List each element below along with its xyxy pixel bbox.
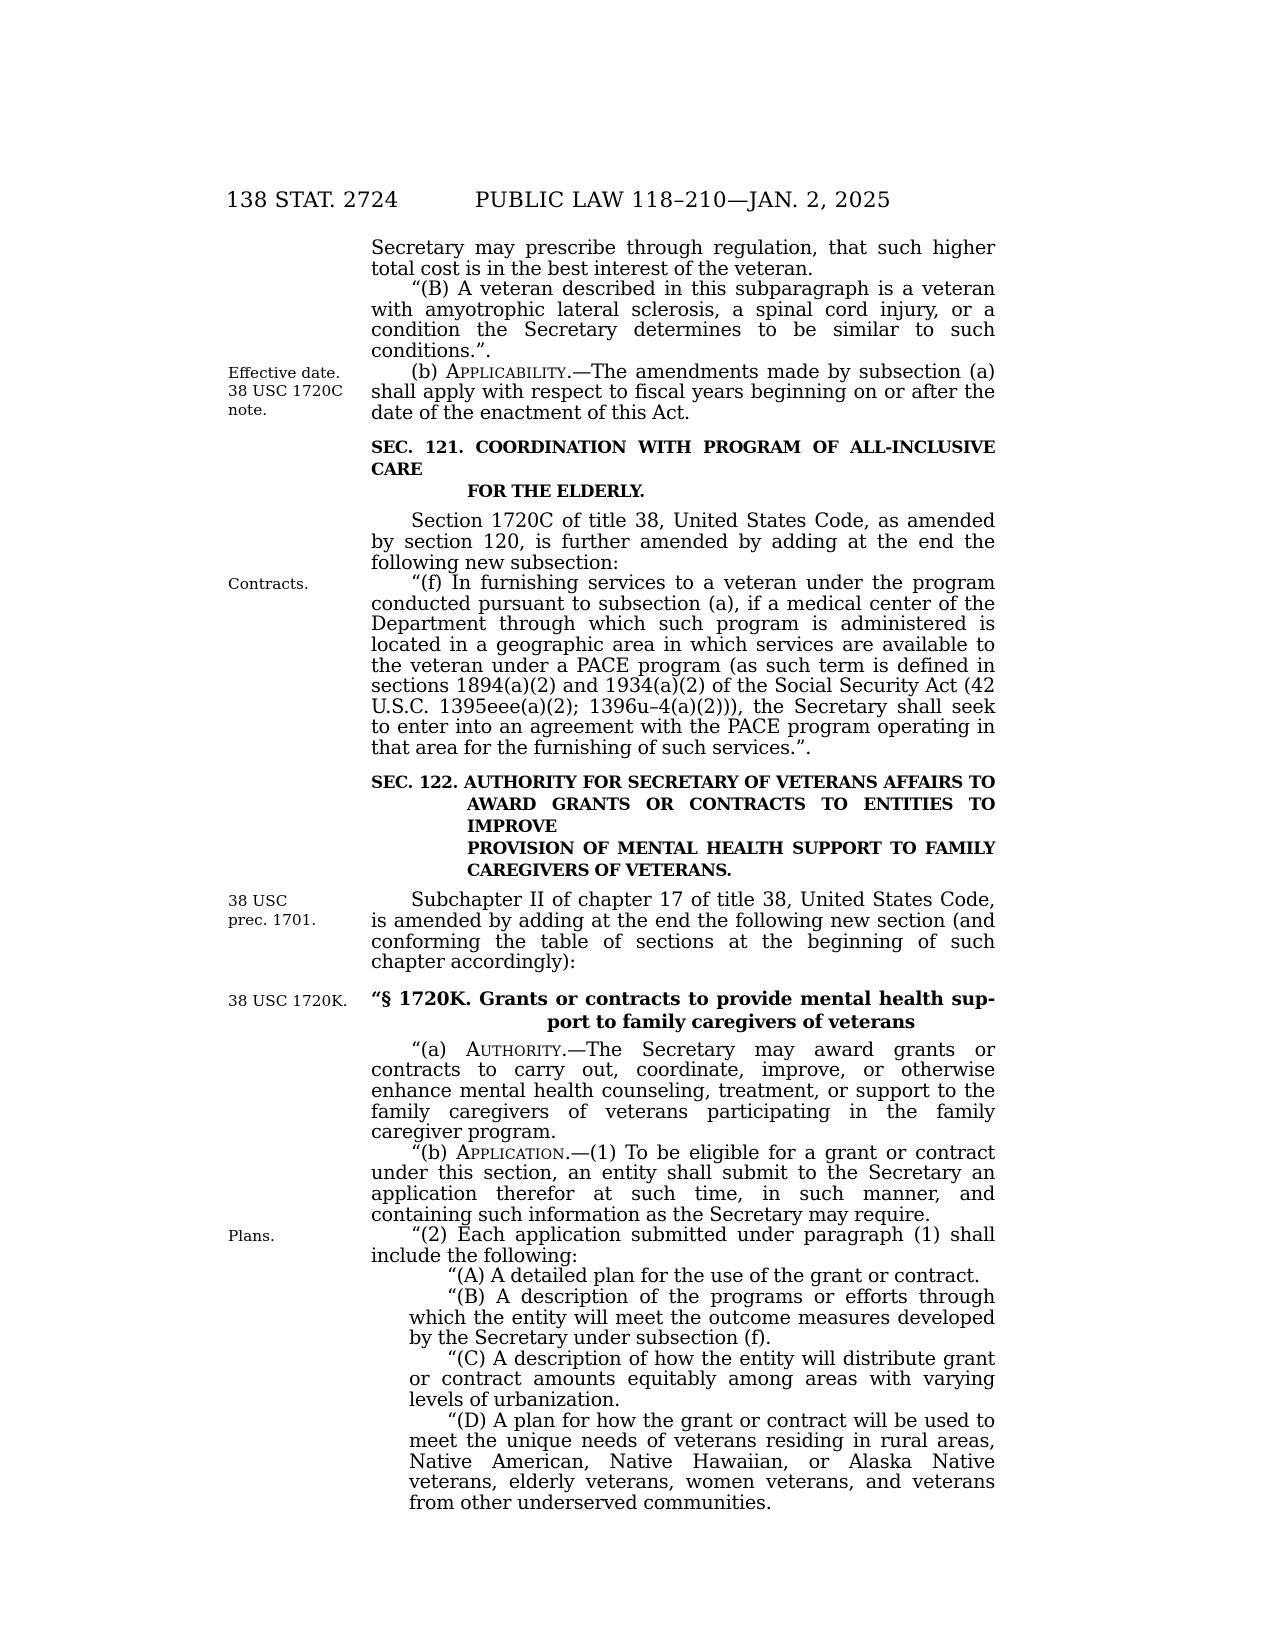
text-run: “(B) A veteran described in this subparagraph is a veteran with amyotrophic lateral sclerosis, a spinal cord injury, or a condition the Secretary determines to be similar to such conditions.”. [371, 277, 995, 362]
margin-note [228, 364, 360, 420]
small-caps-term: Authority [466, 1037, 562, 1061]
stat-page-number: 138 STAT. 2724 [226, 188, 399, 213]
margin-note [228, 992, 360, 1011]
margin-note-line: Plans. [228, 1227, 275, 1246]
heading-line: SEC. 122. AUTHORITY FOR SECRETARY OF VETERANS AFFAIRS TO [371, 772, 995, 793]
text-run: .—The Secretary may award grants or contracts to carry out, coordinate, improve, or otherwise enhance mental health counseling, treatment, or support to the family caregivers of veterans participating in the family caregiver program. [371, 1037, 996, 1144]
margin-note [228, 892, 360, 929]
text-run: Section 1720C of title 38, United States Code, as amended by section 120, is further amended by adding at the end the following new subsection: [371, 509, 995, 574]
text-run: “(A) A detailed plan for the use of the grant or contract. [447, 1264, 980, 1288]
heading-line: FOR THE ELDERLY. [467, 481, 645, 502]
statute-paragraph [371, 511, 995, 573]
margin-note-line: 38 USC 1720K. [228, 991, 348, 1010]
margin-note [228, 575, 360, 594]
small-caps-term: Application [456, 1140, 565, 1164]
section-heading [371, 436, 995, 502]
text-run: “(2) Each application submitted under paragraph (1) shall include the following: [371, 1223, 995, 1267]
statute-paragraph [228, 888, 995, 974]
statute-paragraph [409, 1346, 995, 1411]
statute-section-heading [228, 988, 995, 1034]
heading-line: SEC. 121. COORDINATION WITH PROGRAM OF ALL-INCLUSIVE CARE [371, 437, 995, 480]
heading-line: “§ 1720K. Grants or contracts to provide mental health sup- [371, 988, 995, 1010]
statute-paragraph [409, 1284, 995, 1350]
statute-paragraph [371, 1140, 996, 1226]
statute-paragraph [228, 1223, 995, 1267]
section-heading [371, 771, 995, 881]
margin-note-line: prec. 1701. [228, 910, 317, 929]
text-run: “(C) A description of how the entity will distribute grant or contract amounts equitably among areas with varying levels of urbanization. [409, 1346, 995, 1411]
margin-note-line: Contracts. [228, 575, 309, 594]
text-run: “(a) [411, 1037, 467, 1061]
statute-paragraph [371, 238, 995, 279]
margin-note-line: 38 USC 1720C [228, 382, 343, 401]
statute-paragraph [409, 1266, 995, 1287]
text-run: “(f) In furnishing services to a veteran under the program conducted pursuant to subsection (a), if a medical center of the Department through which such program is administered is located in a geographic area in which services are available to the veteran under a PACE program (as such term is defined in sections 1894(a)(2) and 1934(a)(2) of the Social Security Act (42 U.S.C. 1395eee(a)(2); 1396u–4(a)(2))), the Secretary shall seek to enter into an agreement with the PACE program operating in that area for the furnishing of such services.”. [371, 571, 995, 759]
text-run: Subchapter II of chapter 17 of title 38, United States Code, is amended by adding at the end the following new section (and conforming the table of sections at the beginning of such chapter accordingly): [371, 888, 995, 974]
statute-paragraph [409, 1408, 995, 1514]
statute-paragraph [371, 1037, 996, 1144]
running-head [0, 188, 1275, 218]
heading-line: CAREGIVERS OF VETERANS. [467, 860, 732, 881]
statute-text-column [228, 236, 996, 1514]
text-run: “(D) A plan for how the grant or contract will be used to meet the unique needs of veterans residing in rural areas, Native American, Native Hawaiian, or Alaska Native veterans, elderly veterans, women veterans, and veterans from other underserved communities. [409, 1408, 995, 1514]
margin-note [228, 1227, 360, 1246]
text-run: Secretary may prescribe through regulation, that such higher total cost is in the best interest of the veteran. [371, 236, 995, 280]
statute-paragraph [371, 279, 995, 361]
text-run: “(B) A description of the programs or efforts through which the entity will meet the outcome measures developed by the Secretary under subsection (f). [409, 1284, 995, 1350]
heading-line: PROVISION OF MENTAL HEALTH SUPPORT TO FAMILY [467, 838, 995, 859]
statute-paragraph [228, 359, 995, 424]
statute-paragraph [228, 571, 995, 759]
text-run: .—(1) To be eligible for a grant or contract under this section, an entity shall submit to the Secretary an application therefor at such time, in such manner, and containing such information as the Secretary may require. [371, 1140, 996, 1226]
heading-line: port to family caregivers of veterans [547, 1011, 915, 1033]
text-run: (b) [411, 359, 446, 383]
public-law-title: PUBLIC LAW 118–210—JAN. 2, 2025 [475, 188, 891, 213]
heading-line: AWARD GRANTS OR CONTRACTS TO ENTITIES TO IMPROVE [467, 794, 995, 837]
text-run: .—The amendments made by subsection (a) shall apply with respect to fiscal years beginning on or after the date of the enactment of this Act. [371, 359, 995, 424]
text-run: “(b) [411, 1140, 457, 1164]
small-caps-term: Applicability [445, 359, 567, 383]
margin-note-line: note. [228, 400, 268, 419]
margin-note-line: Effective date. [228, 363, 341, 382]
margin-note-line: 38 USC [228, 892, 288, 911]
